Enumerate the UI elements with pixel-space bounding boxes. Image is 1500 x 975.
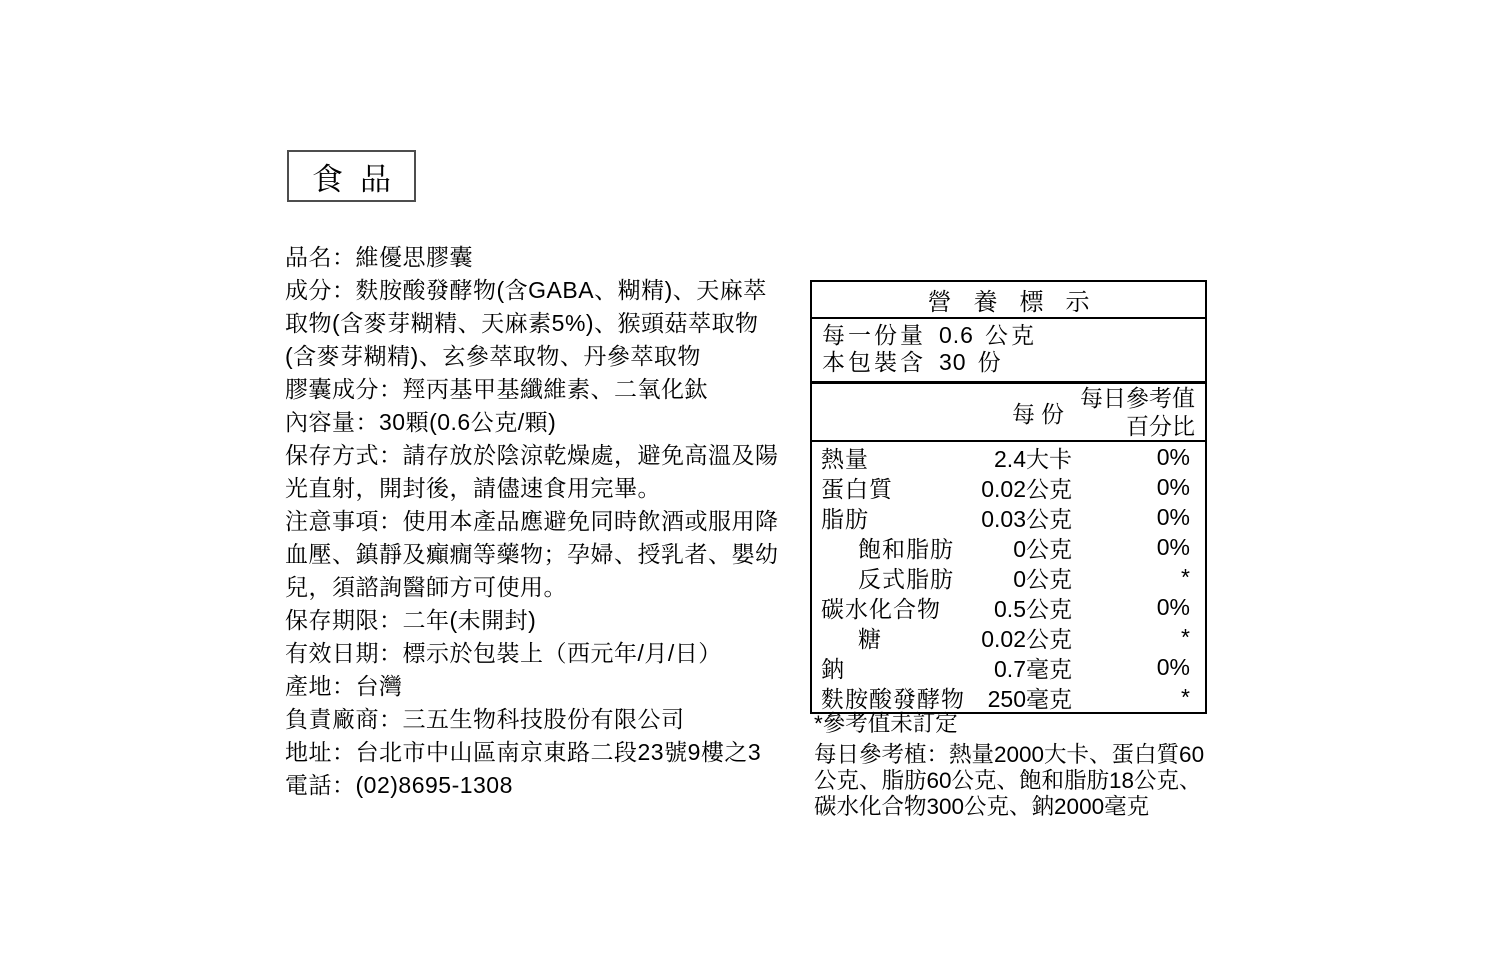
serving-size-value: 0.6 xyxy=(939,322,974,348)
daily-reference-footnote: 每日參考植：熱量2000大卡、蛋白質60公克、脂肪60公克、飽和脂肪18公克、碳水化合物300公克、鈉2000毫克 xyxy=(814,742,1205,819)
manufacturer-line: 負責廠商：三五生物科技股份有限公司 xyxy=(285,706,685,732)
nutrition-row-saturated-fat xyxy=(812,532,1205,562)
serving-info-section xyxy=(812,319,1205,384)
nutrition-row-carbohydrate xyxy=(812,592,1205,622)
serving-size-row xyxy=(822,322,1197,349)
nutrition-row-sodium xyxy=(812,652,1205,682)
nutrient-daily-value: 0% xyxy=(1156,473,1190,500)
nutrient-amount: 0.7毫克 xyxy=(994,655,1072,682)
nutrient-daily-value: * xyxy=(1181,563,1190,590)
origin-line: 產地：台灣 xyxy=(285,673,403,699)
nutrient-daily-value: 0% xyxy=(1156,503,1190,530)
daily-value-header-line2: 百分比 xyxy=(1126,413,1195,439)
nutrition-table-title-text: 營養標示 xyxy=(927,289,1112,316)
nutrition-table xyxy=(810,280,1207,714)
nutrition-row-protein xyxy=(812,472,1205,502)
nutrient-amount: 2.4大卡 xyxy=(994,445,1072,472)
nutrition-rows xyxy=(812,442,1205,712)
product-name-line: 品名：維優思膠囊 xyxy=(285,244,473,270)
nutrient-daily-value: 0% xyxy=(1156,443,1190,470)
serving-size-unit: 公克 xyxy=(984,322,1037,348)
servings-unit: 份 xyxy=(977,349,1004,375)
column-header-row xyxy=(812,384,1205,442)
per-serving-column-header: 每份 xyxy=(1012,400,1070,427)
nutrient-name: 脂肪 xyxy=(821,505,869,532)
nutrient-name: 鈉 xyxy=(821,655,845,682)
address-line: 地址：台北市中山區南京東路二段23號9樓之3 xyxy=(285,739,762,765)
nutrient-name: 蛋白質 xyxy=(821,475,893,502)
nutrient-amount: 0.02公克 xyxy=(981,625,1072,652)
nutrient-name: 糖 xyxy=(858,625,882,652)
product-info-section xyxy=(285,241,781,802)
nutrient-daily-value: 0% xyxy=(1156,533,1190,560)
daily-value-header-line1: 每日參考值 xyxy=(1080,385,1195,411)
food-type-label: 食品 xyxy=(312,161,408,197)
nutrient-amount: 0公克 xyxy=(1013,565,1072,592)
serving-size-label: 每一份量 xyxy=(822,322,926,348)
nutrient-amount: 250毫克 xyxy=(987,685,1072,712)
shelf-life-line: 保存期限：二年(未開封) xyxy=(285,607,537,633)
nutrition-row-energy xyxy=(812,442,1205,472)
servings-value: 30 xyxy=(939,349,967,375)
nutrient-name: 麩胺酸發酵物 xyxy=(821,685,965,712)
daily-value-column-header xyxy=(1080,384,1195,440)
expiry-date-line: 有效日期：標示於包裝上（西元年/月/日） xyxy=(285,640,722,666)
nutrient-amount: 0.5公克 xyxy=(994,595,1072,622)
nutrient-name: 反式脂肪 xyxy=(858,565,954,592)
nutrient-daily-value: * xyxy=(1181,683,1190,710)
nutrition-row-fat xyxy=(812,502,1205,532)
precautions-line: 注意事項：使用本產品應避免同時飲酒或服用降血壓、鎮靜及癲癇等藥物；孕婦、授乳者、嬰幼兒，須諮詢醫師方可使用。 xyxy=(285,508,779,600)
net-content-line: 內容量：30顆(0.6公克/顆) xyxy=(285,409,557,435)
nutrient-name: 碳水化合物 xyxy=(821,595,941,622)
nutrient-amount: 0.02公克 xyxy=(981,475,1072,502)
nutrient-amount: 0.03公克 xyxy=(981,505,1072,532)
nutrient-daily-value: 0% xyxy=(1156,653,1190,680)
asterisk-footnote: *參考值未訂定 xyxy=(814,711,958,736)
nutrient-name: 熱量 xyxy=(821,445,869,472)
nutrition-row-trans-fat xyxy=(812,562,1205,592)
phone-line: 電話：(02)8695-1308 xyxy=(285,772,513,798)
nutrition-row-sugar xyxy=(812,622,1205,652)
servings-per-package-row xyxy=(822,349,1197,376)
ingredients-line: 成分：麩胺酸發酵物(含GABA、糊精)、天麻萃取物(含麥芽糊精、天麻素5%)、猴頭菇萃取物(含麥芽糊精)、玄參萃取物、丹參萃取物 xyxy=(285,277,767,369)
servings-label: 本包裝含 xyxy=(822,349,926,375)
capsule-ingredients-line: 膠囊成分：羥丙基甲基纖維素、二氧化鈦 xyxy=(285,376,708,402)
nutrition-row-glutamic-acid-ferment xyxy=(812,682,1205,712)
nutrient-daily-value: * xyxy=(1181,623,1190,650)
nutrient-daily-value: 0% xyxy=(1156,593,1190,620)
nutrient-name: 飽和脂肪 xyxy=(858,535,954,562)
food-type-badge xyxy=(287,150,416,202)
table-footnotes xyxy=(814,711,1206,820)
nutrition-table-title xyxy=(812,282,1205,319)
storage-line: 保存方式：請存放於陰涼乾燥處，避免高溫及陽光直射，開封後，請儘速食用完畢。 xyxy=(285,442,779,501)
nutrient-amount: 0公克 xyxy=(1013,535,1072,562)
